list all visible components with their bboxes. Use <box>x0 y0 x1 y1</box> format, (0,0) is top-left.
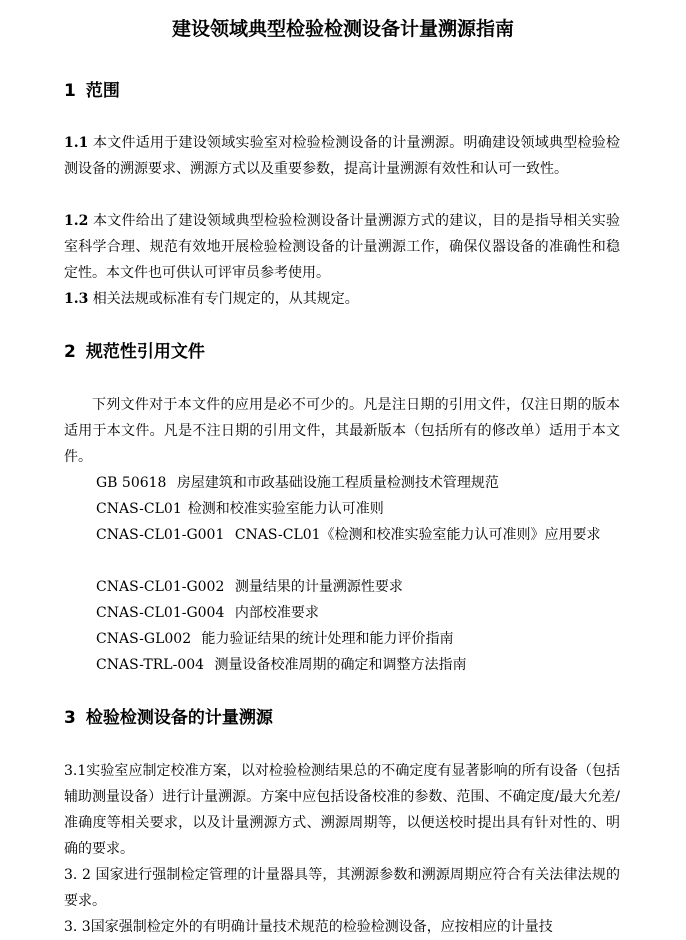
section-title: 检验检测设备的计量溯源 <box>85 708 273 728</box>
reference-item <box>96 574 620 600</box>
reference-code: CNAS-TRL-004 <box>96 657 205 673</box>
clause-text: 国家进行强制检定管理的计量器具等，其溯源参数和溯源周期应符合有关法律法规的要求。 <box>64 867 621 909</box>
normative-intro: 下列文件对于本文件的应用是必不可少的。凡是注日期的引用文件，仅注日期的版本适用于本文件。凡是不注日期的引用文件，其最新版本（包括所有的修改单）适用于本文件。 <box>64 397 620 465</box>
reference-code: GB 50618 <box>96 475 167 491</box>
reference-title: 能力验证结果的统计处理和能力评价指南 <box>197 631 454 647</box>
section-number: 2 <box>64 342 76 362</box>
reference-title: 房屋建筑和市政基础设施工程质量检测技术管理规范 <box>172 475 499 491</box>
page-title: 建设领域典型检验检测设备计量溯源指南 <box>171 18 514 40</box>
clause-text: 本文件适用于建设领域实验室对检验检测设备的计量溯源。明确建设领域典型检验检测设备的溯源要求、溯源方式以及重要参数，提高计量溯源有效性和认可一致性。 <box>64 135 620 177</box>
clause-text: 实验室应制定校准方案，以对检验检测结果总的不确定度有显著影响的所有设备（包括辅助测量设备）进行计量溯源。方案中应包括设备校准的参数、范围、不确定度/最大允差/准确度等相关要求，以及计量溯源方式、溯源周期等，以便送校时提出具有针对性的、明确的要求。 <box>64 763 620 857</box>
reference-item <box>96 600 620 626</box>
reference-item <box>96 496 620 522</box>
clause-3-1 <box>64 758 620 862</box>
clause-number: 1.3 <box>64 291 89 307</box>
clause-number: 3. 3 <box>64 919 91 935</box>
reference-code: CNAS-CL01-G004 <box>96 605 225 621</box>
reference-code: CNAS-CL01-G002 <box>96 579 225 595</box>
clause-text: 国家强制检定外的有明确计量技术规范的检验检测设备，应按相应的计量技 <box>90 919 553 935</box>
clause-number: 3.1 <box>64 763 87 779</box>
clause-number: 3. 2 <box>64 867 91 883</box>
clause-number: 1.2 <box>64 213 89 229</box>
clause-text: 本文件给出了建设领域典型检验检测设备计量溯源方式的建议，目的是指导相关实验室科学合理、规范有效地开展检验检测设备的计量溯源工作，确保仪器设备的准确性和稳定性。本文件也可供认可评审员参考使用。 <box>64 213 620 281</box>
clause-number: 1.1 <box>64 135 89 151</box>
section-number: 1 <box>64 81 76 101</box>
section-title: 规范性引用文件 <box>85 342 205 362</box>
section-heading-1 <box>64 79 120 103</box>
reference-title: CNAS-CL01《检测和校准实验室能力认可准则》应用要求 <box>230 527 601 543</box>
reference-code: CNAS-CL01-G001 <box>96 527 225 543</box>
clause-text: 相关法规或标准有专门规定的，从其规定。 <box>88 291 359 307</box>
clause-3-3 <box>64 914 620 940</box>
reference-item <box>84 522 620 548</box>
section-heading-2 <box>64 340 205 364</box>
reference-title: 内部校准要求 <box>230 605 319 621</box>
section-title: 范围 <box>85 81 120 101</box>
reference-title: 测量设备校准周期的确定和调整方法指南 <box>210 657 467 673</box>
clause-1-2 <box>64 208 620 286</box>
section-number: 3 <box>64 708 76 728</box>
reference-title: 检测和校准实验室能力认可准则 <box>187 501 384 517</box>
reference-item <box>96 626 620 652</box>
section-heading-3 <box>64 706 273 730</box>
clause-1-3 <box>64 286 620 312</box>
reference-code: CNAS-GL002 <box>96 631 192 647</box>
reference-title: 测量结果的计量溯源性要求 <box>230 579 403 595</box>
reference-code: CNAS-CL01 <box>96 501 182 517</box>
clause-3-2 <box>64 862 620 914</box>
reference-item <box>96 652 620 678</box>
reference-item <box>96 470 620 496</box>
clause-1-1 <box>64 130 620 182</box>
